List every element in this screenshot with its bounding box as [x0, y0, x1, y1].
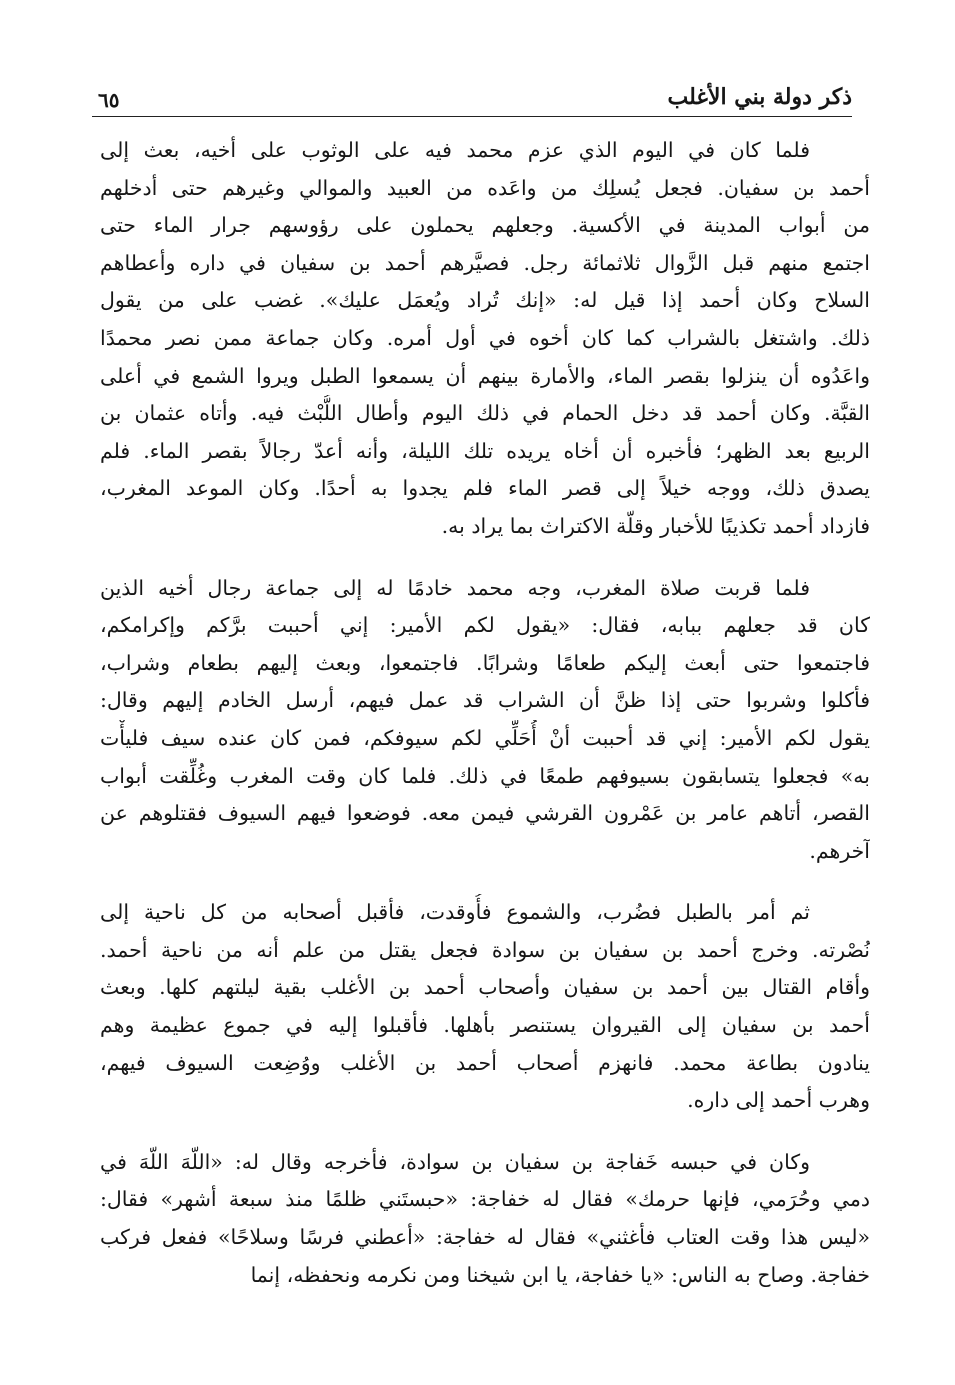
paragraph [100, 570, 870, 871]
text-line: ينادون بطاعة محمد. فانهزم أصحاب أحمد بن الأغلب ووُضِعت السيوف فيهم، [100, 1050, 870, 1075]
text-line: «ليس هذا وقت العتاب فأغثني» فقال له خفاجة: «أعطني فرسًا وسلاحًا» ففعل فركب [100, 1225, 870, 1250]
text-line: فلما قربت صلاة المغرب، وجه محمد خادمًا له إلى جماعة رجال أخيه الذين [100, 575, 810, 600]
text-line: من أبواب المدينة في الأكسية. وجعلهم يحملون على رؤوسهم جرار الماء حتى [100, 213, 870, 238]
page-header [92, 78, 852, 117]
text-line: وكان في حبسه خَفاجة بن سفيان بن سوادة، فأخرجه وقال له: «اللّهَ اللّهَ في [100, 1149, 810, 1174]
text-line: خفاجة. وصاح به الناس: «يا خفاجة، يا ابن شيخنا ومن نكرمه ونحفظه، إنما [250, 1262, 870, 1287]
paragraph [100, 1144, 870, 1294]
text-line: ثم أمر بالطبل فضُرب، والشموع فأُوقدت، فأقبل أصحابه من كل ناحية إلى [100, 900, 810, 925]
body-text [100, 132, 870, 1318]
text-line: القبَّة. وكان أحمد قد دخل الحمام في ذلك اليوم وأطال اللُّبْث فيه. وأتاه عثمان بن [100, 401, 870, 426]
text-line: نُصْرته. وخرج أحمد بن سفيان بن سوادة فجعل يقتل من علم أنه من ناحية أحمد. [100, 937, 870, 962]
text-line: دمي وحُرَمي، فإنها حرمك» فقال له خفاجة: «حبستَني ظلمًا منذ سبعة أشهر» فقال: [100, 1187, 870, 1212]
text-line: كان قد جعلهم ببابه، فقال: «يقول لكم الأمير: إني أحببت برَّكم وإكرامكم، [100, 613, 870, 638]
text-line: يقول لكم الأمير: إني قد أحببت أنْ أُحَلِّي لكم سيوفكم، فمن كان عنده سيف فليأْت [100, 725, 870, 750]
text-line: أحمد بن سفيان. فجعل يُسلِك من واعَده من العبيد والموالي وغيرهم حتى أدخلهم [100, 175, 870, 200]
page-number: ٦٥ [98, 88, 120, 112]
text-line: أحمد بن سفيان إلى القيروان يستنصر بأهلها. فأقبلوا إليه في جموع عظيمة وهم [100, 1013, 870, 1038]
text-line: آخرهم. [809, 838, 870, 863]
paragraph [100, 894, 870, 1120]
text-line: اجتمع منهم قبل الزَّوال ثلاثمائة رجل. فصيَّرهم أحمد بن سفيان في داره وأعطاهم [100, 250, 870, 275]
text-line: وهرب أحمد إلى داره. [687, 1088, 870, 1113]
text-line: يصدق ذلك، ووجه خيلاً إلى قصر الماء فلم يجدوا به أحدًا. وكان الموعد المغرب، [100, 476, 870, 501]
paragraph [100, 132, 870, 546]
text-line: فلما كان في اليوم الذي عزم محمد فيه على الوثوب على أخيه، بعث إلى [100, 138, 810, 162]
text-line: الربيع بعد الظهر؛ فأخبره أن أخاه يريده تلك الليلة، وأنه أعدّ رجالاً بقصر الماء. فلم [100, 438, 870, 463]
text-line: وأقام القتال بين أحمد بن سفيان وأصحاب أحمد بن الأغلب بقية ليلتهم كلها. وبعث [100, 975, 870, 1000]
text-line: فازداد أحمد تكذيبًا للأخبار وقلّة الاكتراث بما يراد به. [441, 513, 870, 538]
text-line: فاجتمعوا حتى أبعث إليكم طعامًا وشرابًا. فاجتمعوا، وبعث إليهم بطعام وشراب، [100, 650, 870, 675]
running-title: ذكر دولة بني الأغلب [667, 84, 852, 110]
text-line: السلاح وكان أحمد إذا قيل له: «إنك تُراد ويُعمَل عليك». غضب على من يقول [100, 288, 870, 313]
text-line: القصر، أتاهم عامر بن عَمْرون القرشي فيمن معه. فوضعوا فيهم السيوف فقتلوهم عن [100, 801, 870, 826]
text-line: به» فجعلوا يتسابقون بسيوفهم طمعًا في ذلك. فلما كان وقت المغرب وغُلِّقت أبواب [100, 763, 870, 788]
text-line: فأكلوا وشربوا حتى إذا ظنَّ أن الشراب قد عمل فيهم، أرسل الخادم إليهم وقال: [100, 688, 870, 713]
text-line: واعَدُوه أن ينزلوا بقصر الماء، والأمارة بينهم أن يسمعوا الطبل ويروا الشمع في أعلى [100, 363, 870, 388]
text-line: ذلك. واشتغل بالشراب كما كان أخوه في أول أمره. وكان جماعة ممن نصر محمدًا [100, 325, 870, 350]
